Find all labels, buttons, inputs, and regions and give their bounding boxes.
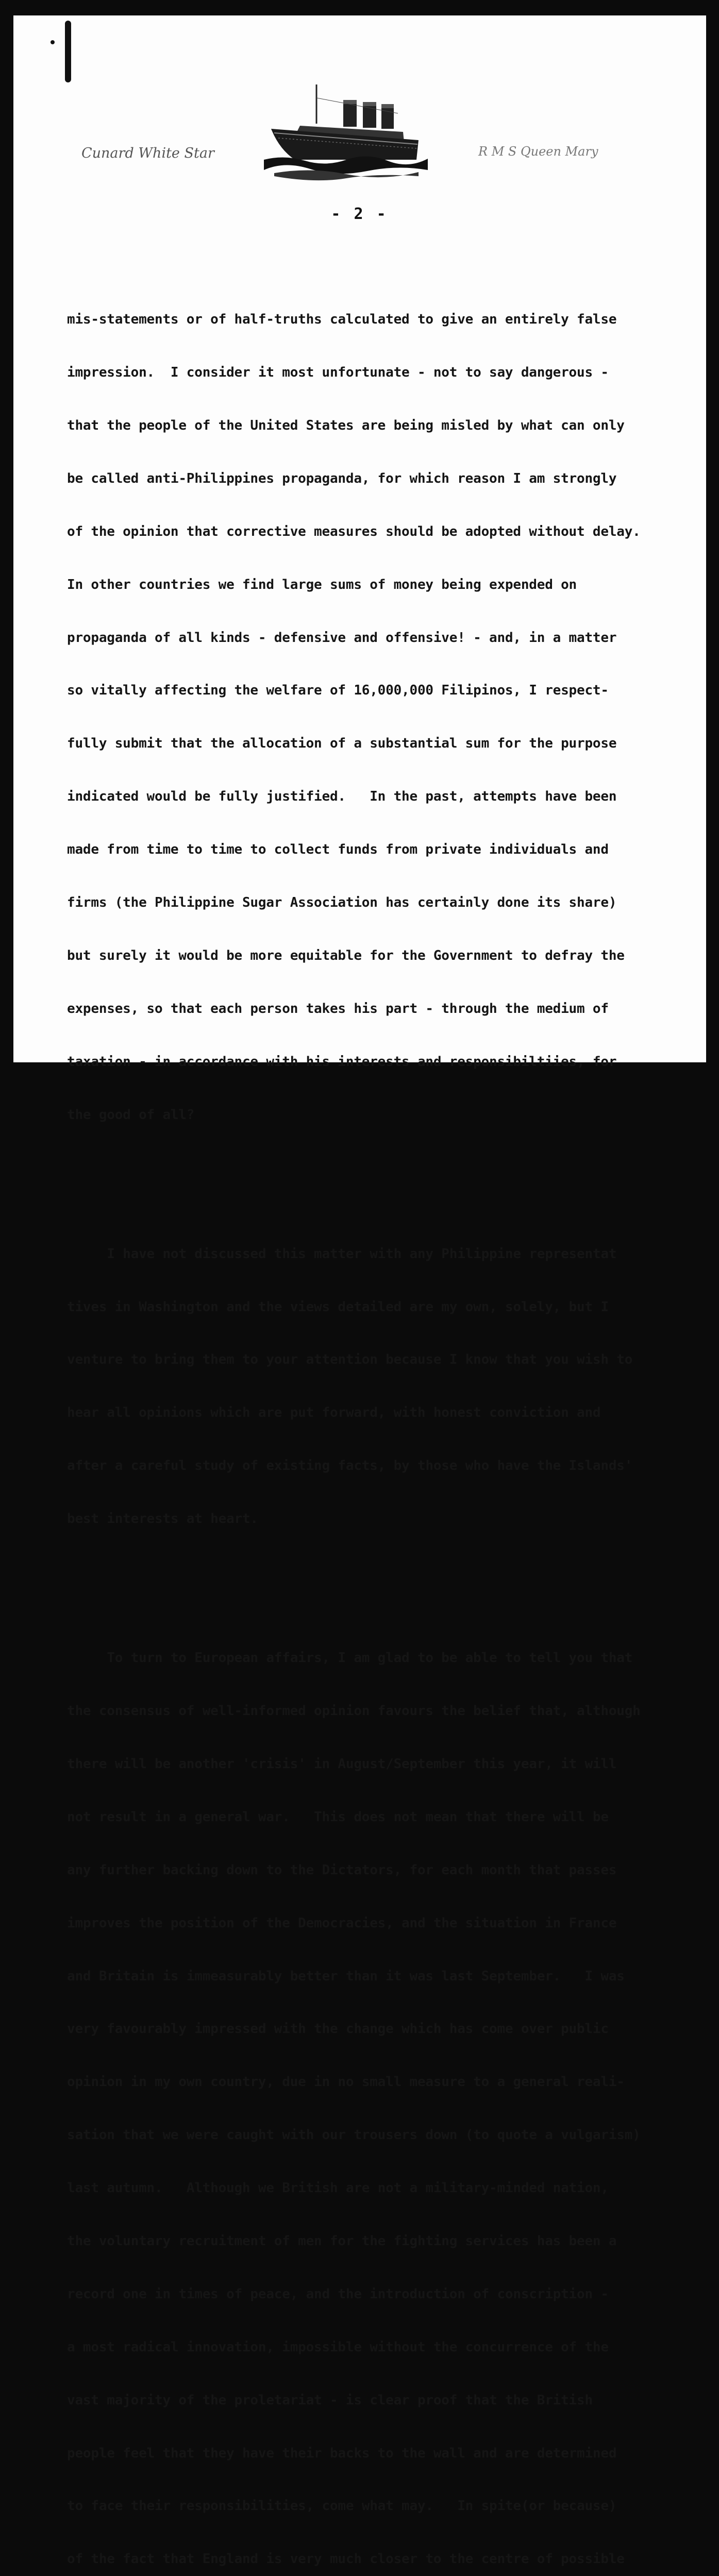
text-line: expenses, so that each person takes his part - through the medium of [67,1001,609,1016]
letterhead-cunard-white-star: Cunard White Star [81,145,214,161]
text-line: after a careful study of existing facts, by those who have the Islands' [67,1458,633,1474]
text-line: to face their responsibilities, come what may. In spite(or because) [67,2498,617,2514]
text-line: firms (the Philippine Sugar Association has certainly done its share) [67,894,617,910]
scan-edge-mark [65,21,71,82]
text-line: vast majority of the proletariat - is clear proof that the British [67,2392,593,2408]
text-line: people feel that they have their backs to the wall and are determined [67,2445,617,2461]
paragraph-european-affairs [67,1614,701,2576]
text-line: of the opinion that corrective measures should be adopted without delay. [67,523,641,539]
text-line: sation that we were caught with our trousers down (to quote a vulgarism) [67,2127,641,2143]
text-line: the voluntary recruitment of men for the fighting services has been a [67,2233,617,2249]
text-line: fully submit that the allocation of a substantial sum for the purpose [67,736,617,752]
text-line: but surely it would be more equitable for the Government to defray the [67,947,625,963]
scan-dust-dot [51,40,55,44]
text-line: indicated would be fully justified. In the past, attempts have been [67,789,617,805]
text-line: tives in Washington and the views detailed are my own, solely, but I [67,1299,609,1315]
text-line: In other countries we find large sums of money being expended on [67,577,577,592]
text-line: venture to bring them to your attention because I know that you wish to [67,1352,633,1368]
text-line: any further backing down to the Dictators, for each month that passes [67,1862,617,1878]
text-line: be called anti-Philippines propaganda, for which reason I am strongly [67,470,617,486]
paragraph-washington-views [67,1210,701,1563]
text-line: mis-statements or of half-truths calculated to give an entirely false [67,312,617,328]
text-line: the good of all? [67,1107,195,1123]
text-line: there will be another 'crisis' in August/September this year, it will [67,1756,617,1772]
page-number: - 2 - [331,205,388,223]
text-line: made from time to time to collect funds from private individuals and [67,842,609,858]
text-line: hear all opinions which are put forward, with honest conviction and [67,1405,601,1421]
text-line: best interests at heart. [67,1511,258,1527]
paragraph-propaganda [67,276,701,1159]
text-line: last autumn. Although we British are not a military-minded nation, [67,2180,609,2196]
text-line: the consensus of well-informed opinion favours the belief that, although [67,1703,641,1719]
text-line: improves the position of the Democracies, and the situation in France [67,1915,617,1931]
text-line: very favourably impressed with the change which has come over public [67,2021,609,2037]
text-line: To turn to European affairs, I am glad to be able to tell you that [67,1650,633,1666]
text-line: impression. I consider it most unfortunate - not to say dangerous - [67,365,609,381]
text-line: propaganda of all kinds - defensive and offensive! - and, in a matter [67,630,617,646]
letterhead-rms-queen-mary: R M S Queen Mary [478,144,598,159]
text-line: record one in times of peace, and the introduction of conscription - [67,2286,609,2302]
text-line: and Britain is immeasurably better than it was last September. I was [67,1968,625,1984]
text-line: a most radical innovation, impossible without the concurrence of the [67,2339,609,2355]
text-line: opinion in my own country, due in no small measure to a general reali- [67,2074,625,2090]
text-line: so vitally affecting the welfare of 16,000,000 Filipinos, I respect- [67,683,609,699]
text-line: of the fact that England is very much closer to the centre of possible [67,2551,625,2567]
ship-logo-icon [264,82,428,185]
text-line: I have not discussed this matter with any Philippine representat [67,1246,617,1262]
text-line: taxation - in accordance with his interests and responsibiltiies, for [67,1054,617,1070]
letter-body [67,240,701,2576]
text-line: that the people of the United States are being misled by what can only [67,417,625,433]
text-line: not result in a general war. This does not mean that there will be [67,1809,609,1825]
